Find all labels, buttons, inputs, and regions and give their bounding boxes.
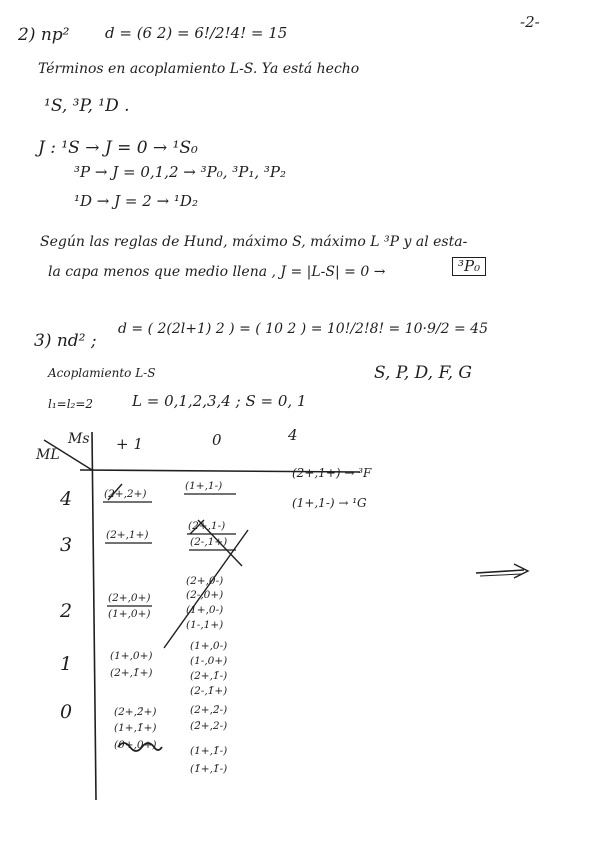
- table-cell: (1+,1̄+): [114, 722, 157, 734]
- section-2-line1: Términos en acoplamiento L-S. Ya está hecho: [38, 61, 360, 77]
- table-note-1g: (1+,1-) → ¹G: [292, 496, 367, 510]
- section-2-hund-line2: la capa menos que medio llena , J = |L-S| = 0 →: [48, 264, 386, 280]
- table-cell: (1̄+,1̄-): [190, 763, 228, 775]
- table-cell: (2+,2+): [104, 488, 147, 500]
- table-col-header-0: 0: [212, 431, 222, 449]
- table-cell: (1-,1+): [186, 619, 224, 631]
- section-3-degeneracy: d = ( 2(2l+1) 2 ) = ( 10 2 ) = 10!/2!8! = 10·9/2 = 45: [118, 321, 488, 337]
- table-col-header-plus1: + 1: [116, 435, 143, 453]
- section-2-header: 2) np²: [18, 25, 70, 45]
- table-row-label-0: 0: [60, 701, 73, 723]
- table-cell: (2+,2̄+): [114, 706, 157, 718]
- section-3-ls-values: L = 0,1,2,3,4 ; S = 0, 1: [132, 392, 307, 410]
- table-cell: (1+,0+): [108, 608, 151, 620]
- table-cell: (2-,0+): [186, 589, 224, 601]
- table-corner-ms: Ms: [68, 431, 90, 447]
- table-cell: (1-,0+): [190, 655, 228, 667]
- table-row-label-4: 4: [60, 488, 73, 510]
- table-note-3f: (2+,1+) → ³F: [292, 466, 372, 480]
- table-cell: (0+,0+): [114, 739, 157, 751]
- section-2-j-s: J : ¹S → J = 0 → ¹S₀: [38, 138, 198, 158]
- table-cell: (1+,1-): [185, 480, 223, 492]
- table-cell: (2-,1+): [190, 536, 228, 548]
- section-2-degeneracy: d = (6 2) = 6!/2!4! = 15: [105, 24, 288, 42]
- table-cell: (2+,1-): [188, 520, 226, 532]
- right-arrow-shaft: [476, 570, 524, 573]
- table-col-header-4: 4: [288, 426, 298, 444]
- table-cell: (2+,0-): [186, 575, 224, 587]
- section-2-hund-result: ³P₀: [452, 257, 486, 276]
- section-2-j-p: ³P → J = 0,1,2 → ³P₀, ³P₁, ³P₂: [74, 163, 287, 181]
- section-3-header: 3) nd² ;: [34, 331, 97, 351]
- right-arrow-head: [514, 564, 528, 578]
- section-2-j-d: ¹D → J = 2 → ¹D₂: [74, 192, 198, 210]
- section-3-coupling: Acoplamiento L-S: [48, 366, 156, 380]
- table-corner-ml: ML: [36, 447, 60, 463]
- table-cell: (2+,1̄-): [190, 670, 228, 682]
- section-2-hund-line1: Según las reglas de Hund, máximo S, máximo L ³P y al esta-: [40, 234, 468, 250]
- table-cell: (2+,0+): [108, 592, 151, 604]
- table-cell: (1+,0-): [190, 640, 228, 652]
- table-cell: (1+,1̄-): [190, 745, 228, 757]
- table-cell: (2+,1+): [106, 529, 149, 541]
- section-3-l-values: l₁=l₂=2: [48, 397, 94, 411]
- table-cell: (2̄+,2-): [190, 720, 228, 732]
- section-3-terms-list: S, P, D, F, G: [374, 363, 473, 383]
- table-cell: (2+,2̄-): [190, 704, 228, 716]
- table-cell: (2+,1̄+): [110, 667, 153, 679]
- table-row-label-2: 2: [60, 600, 73, 622]
- page-number: -2-: [520, 13, 540, 31]
- table-row-label-3: 3: [60, 534, 73, 556]
- table-cell: (1+,0+): [110, 650, 153, 662]
- right-arrow-shaft: [480, 574, 522, 576]
- table-cell: (2-,1̄+): [190, 685, 228, 697]
- table-row-label-1: 1: [60, 653, 73, 675]
- table-vertical-rule: [92, 432, 96, 800]
- section-2-terms: ¹S, ³P, ¹D .: [44, 96, 130, 116]
- table-cell: (1+,0-): [186, 604, 224, 616]
